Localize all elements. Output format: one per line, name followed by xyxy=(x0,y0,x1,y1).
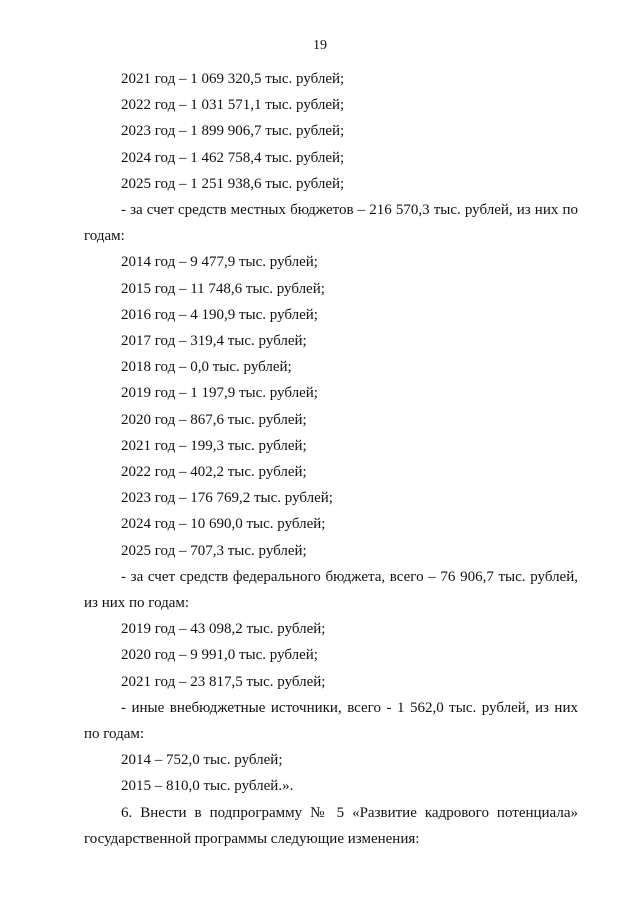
year-list-federal xyxy=(84,616,578,695)
year-line: 2021 год – 199,3 тыс. рублей; xyxy=(121,437,307,454)
other-sources-paragraph: - иные внебюджетные источники, всего - 1 562,0 тыс. рублей, из них по годам: xyxy=(84,699,578,743)
document-body xyxy=(84,66,578,852)
item-6-paragraph: 6. Внести в подпрограмму № 5 «Развитие кадрового потенциала» государственной программы следующие изменения: xyxy=(84,804,578,847)
year-line: 2024 год – 10 690,0 тыс. рублей; xyxy=(121,516,326,533)
year-line: 2016 год – 4 190,9 тыс. рублей; xyxy=(121,306,318,323)
year-list-other xyxy=(84,747,578,799)
year-line: 2025 год – 707,3 тыс. рублей; xyxy=(121,542,307,559)
federal-budget-paragraph: - за счет средств федерального бюджета, всего – 76 906,7 тыс. рублей, из них по годам: xyxy=(84,568,578,612)
year-line: 2022 год – 402,2 тыс. рублей; xyxy=(121,464,307,481)
page-number: 19 xyxy=(313,38,327,53)
year-line: 2025 год – 1 251 938,6 тыс. рублей; xyxy=(121,175,345,192)
year-line: 2019 год – 1 197,9 тыс. рублей; xyxy=(121,385,318,402)
year-line: 2017 год – 319,4 тыс. рублей; xyxy=(121,333,307,350)
year-line: 2020 год – 867,6 тыс. рублей; xyxy=(121,411,307,428)
year-line: 2014 – 752,0 тыс. рублей; xyxy=(121,752,283,769)
year-list-local xyxy=(84,249,578,563)
year-line: 2018 год – 0,0 тыс. рублей; xyxy=(121,359,292,376)
year-line: 2023 год – 176 769,2 тыс. рублей; xyxy=(121,490,333,507)
year-line: 2015 – 810,0 тыс. рублей.». xyxy=(121,778,294,795)
year-line: 2024 год – 1 462 758,4 тыс. рублей; xyxy=(121,149,345,166)
year-line: 2023 год – 1 899 906,7 тыс. рублей; xyxy=(121,123,345,140)
year-line: 2021 год – 23 817,5 тыс. рублей; xyxy=(121,673,326,690)
year-line: 2015 год – 11 748,6 тыс. рублей; xyxy=(121,280,325,297)
year-line: 2022 год – 1 031 571,1 тыс. рублей; xyxy=(121,97,345,114)
year-line: 2021 год – 1 069 320,5 тыс. рублей; xyxy=(121,71,345,87)
year-line: 2020 год – 9 991,0 тыс. рублей; xyxy=(121,647,318,664)
local-budgets-paragraph: - за счет средств местных бюджетов – 216 570,3 тыс. рублей, из них по годам: xyxy=(84,202,578,245)
year-list-regional xyxy=(84,66,578,197)
year-line: 2019 год – 43 098,2 тыс. рублей; xyxy=(121,621,326,638)
year-line: 2014 год – 9 477,9 тыс. рублей; xyxy=(121,254,318,271)
